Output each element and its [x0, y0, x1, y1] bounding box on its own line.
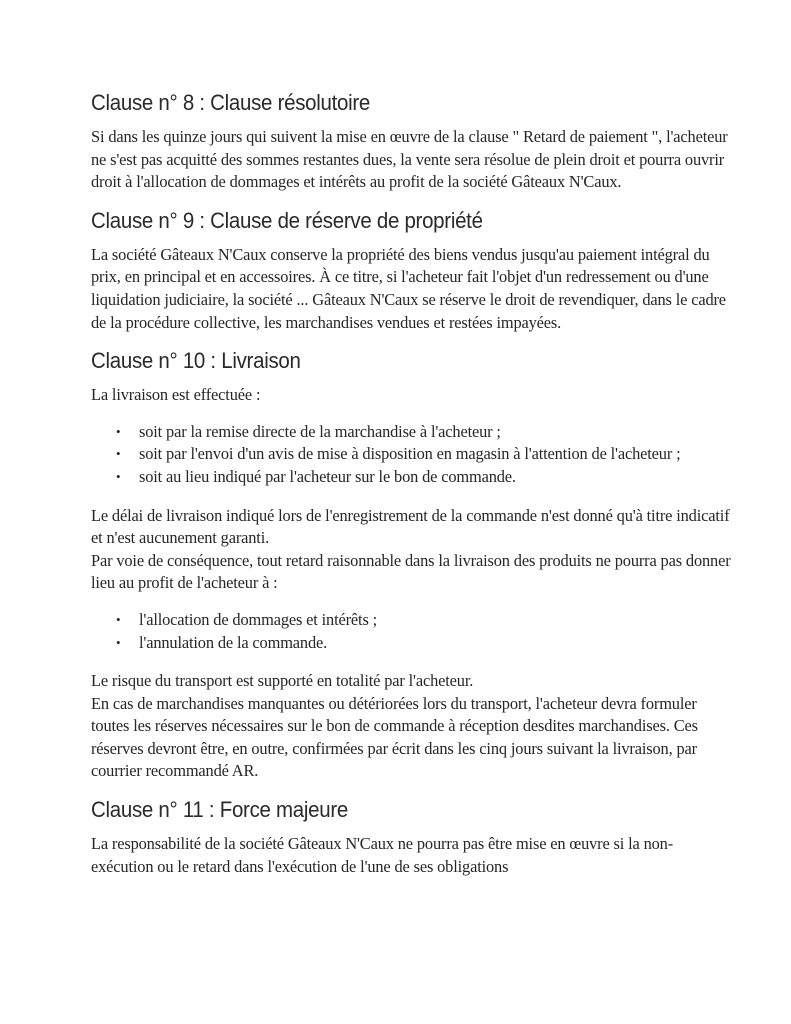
list-item	[116, 443, 731, 466]
list-item	[116, 632, 731, 655]
clause-8-text: Si dans les quinze jours qui suivent la mise en œuvre de la clause " Retard de paiement ", l'acheteur ne s'est pas acquitté des sommes restantes dues, la vente sera résolue de plein droit et pourra ouvrir droit à l'allocation de dommages et intérêts au profit de la société Gâteaux N'Caux.	[91, 127, 728, 192]
bullet-icon: •	[116, 634, 121, 650]
list-item-text: soit par l'envoi d'un avis de mise à disposition en magasin à l'attention de l'acheteur ;	[139, 444, 681, 464]
delivery-methods-list	[91, 421, 731, 489]
clause-11	[91, 795, 731, 878]
list-item-text: soit par la remise directe de la marchandise à l'acheteur ;	[139, 421, 501, 441]
bullet-icon: •	[116, 423, 121, 439]
clause-9-heading: Clause n° 9 : Clause de réserve de propriété	[91, 207, 483, 233]
excluded-remedies-list	[91, 609, 731, 654]
transport-risk-text: Le risque du transport est supporté en totalité par l'acheteur.	[91, 671, 474, 691]
list-item-text: l'allocation de dommages et intérêts ;	[139, 609, 378, 629]
list-item	[116, 609, 731, 632]
clause-11-text: La responsabilité de la société Gâteaux N'Caux ne pourra pas être mise en œuvre si la non-exécution ou le retard dans l'exécution de l'une de ses obligations	[91, 834, 674, 876]
bullet-icon: •	[116, 446, 121, 462]
list-item-text: soit au lieu indiqué par l'acheteur sur le bon de commande.	[139, 466, 516, 486]
delivery-delay-text: Le délai de livraison indiqué lors de l'enregistrement de la commande n'est donné qu'à titre indicatif et n'est aucunement garanti.	[91, 505, 730, 548]
clause-10-intro: La livraison est effectuée :	[91, 385, 261, 405]
clause-9	[91, 206, 731, 334]
list-item-text: l'annulation de la commande.	[139, 632, 328, 652]
list-item	[116, 421, 731, 444]
damaged-goods-text: En cas de marchandises manquantes ou détériorées lors du transport, l'acheteur devra formuler toutes les réserves nécessaires sur le bon de commande à réception desdites marchandises. Ces réserves devront être, en outre, confirmées par écrit dans les cinq jours suivant la livraison, par courrier recommandé AR.	[91, 693, 698, 781]
clause-8	[91, 88, 731, 194]
list-item	[116, 466, 731, 489]
bullet-icon: •	[116, 611, 121, 627]
bullet-icon: •	[116, 468, 121, 484]
clause-9-text: La société Gâteaux N'Caux conserve la propriété des biens vendus jusqu'au paiement intégral du prix, en principal et en accessoires. À ce titre, si l'acheteur fait l'objet d'un redressement ou d'une liquidation judiciaire, la société ... Gâteaux N'Caux se réserve le droit de revendiquer, dans le cadre de la procédure collective, les marchandises vendues et restées impayées.	[91, 244, 726, 332]
clause-10	[91, 346, 731, 783]
clause-8-heading: Clause n° 8 : Clause résolutoire	[91, 90, 371, 115]
clause-10-heading: Clause n° 10 : Livraison	[91, 348, 301, 374]
delivery-consequence-text: Par voie de conséquence, tout retard raisonnable dans la livraison des produits ne pourra pas donner lieu au profit de l'acheteur à :	[91, 550, 731, 593]
clause-11-heading: Clause n° 11 : Force majeure	[91, 797, 348, 823]
document-page	[91, 88, 731, 890]
